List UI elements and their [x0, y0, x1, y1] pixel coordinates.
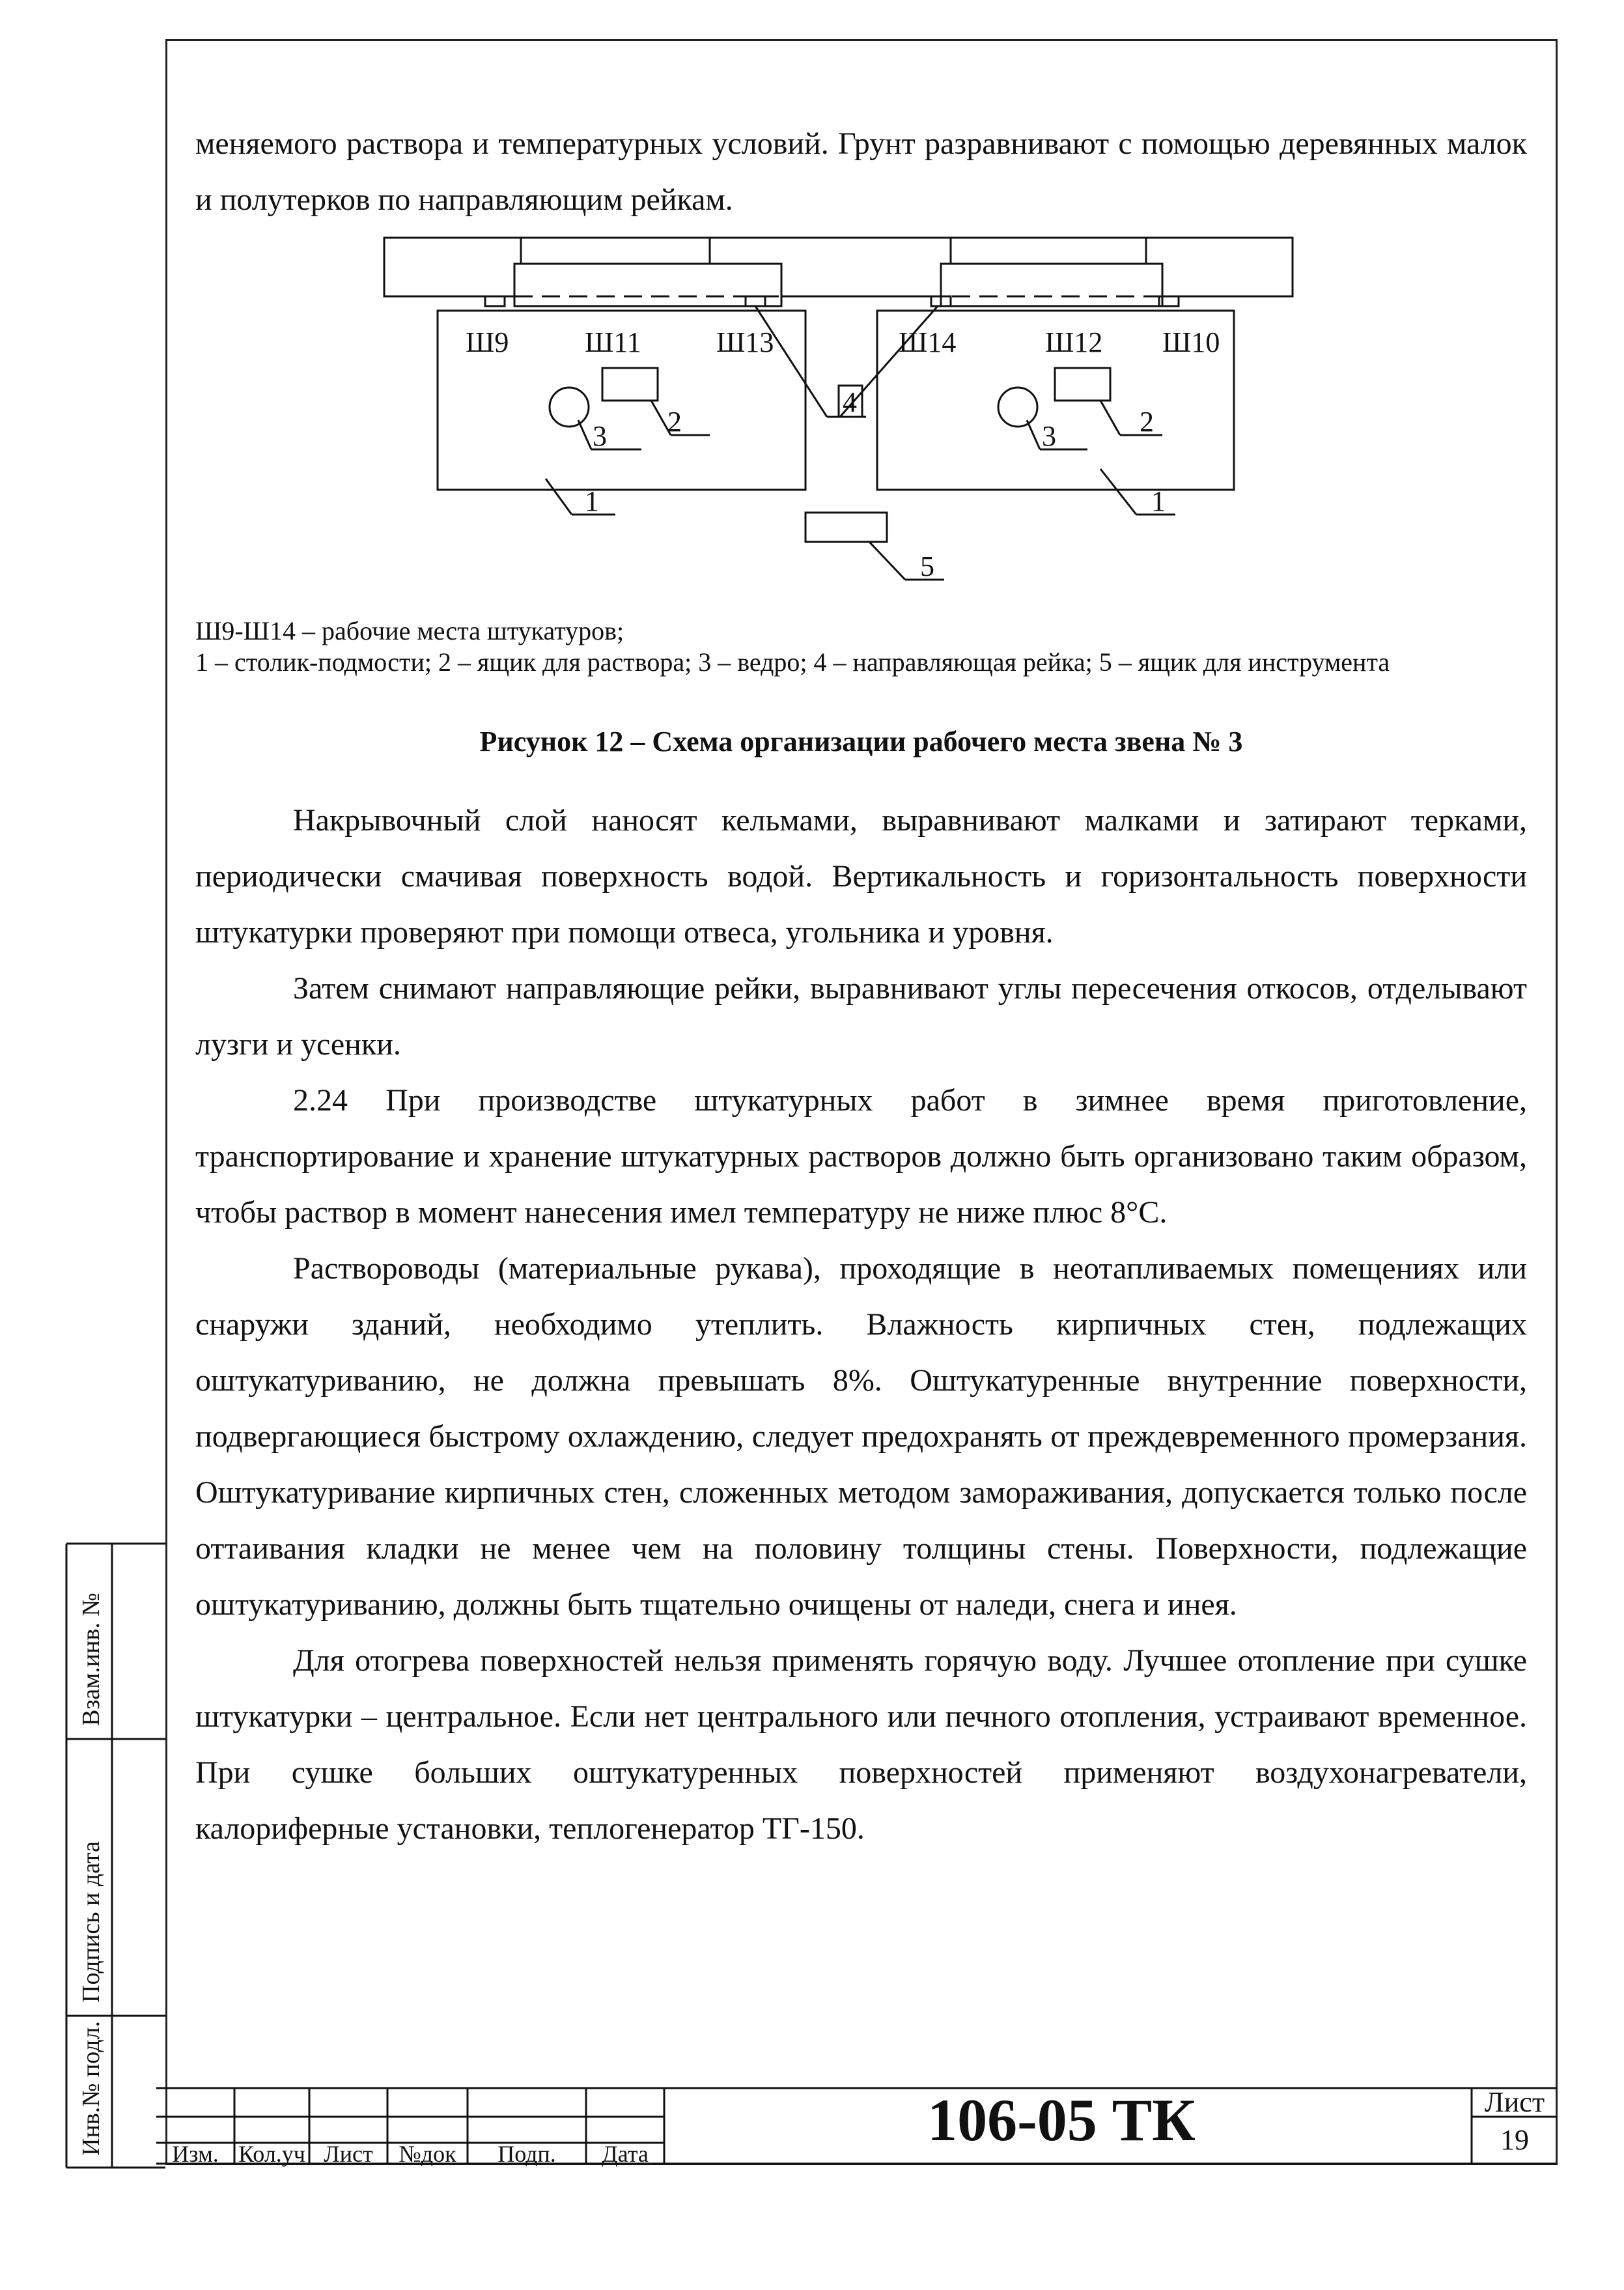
stamp-col-izm: Изм.	[172, 2141, 219, 2167]
callout-2-right: 2	[1140, 406, 1154, 438]
figure-caption: Рисунок 12 – Схема организации рабочего места звена № 3	[479, 726, 1243, 757]
sheet-number: 19	[1500, 2124, 1529, 2156]
bucket-right	[998, 388, 1037, 427]
stamp-col-ndok: №док	[399, 2141, 456, 2167]
label-sh11: Ш11	[585, 326, 641, 358]
mortar-box-left	[602, 368, 658, 401]
body-text	[195, 793, 1527, 1857]
paragraph: Для отогрева поверхностей нельзя применять горячую воду. Лучшее отопление при сушке штукатурки – центральное. Если нет центрального или печного отопления, устраивают временное. При сушке больших оштукатуренных поверхностей применяют воздухонагреватели, калориферные установки, теплогенератор ТГ-150.	[195, 1643, 1527, 1846]
bucket-left	[550, 388, 589, 427]
callout-1-left: 1	[585, 485, 599, 517]
paragraph: Накрывочный слой наносят кельмами, выравнивают малками и затирают терками, периодически смачивая поверхность водой. Вертикальность и горизонтальность поверхности штукатурки проверяют при помощи отвеса, угольника и уровня.	[195, 803, 1527, 950]
sheet-label: Лист	[1484, 2086, 1545, 2118]
rail-step-right	[941, 264, 1162, 296]
stamp-col-podp: Подп.	[497, 2141, 556, 2167]
paragraph: 2.24 При производстве штукатурных работ в зимнее время приготовление, транспортирование и хранение штукатурных растворов должно быть организовано таким образом, чтобы раствор в момент нанесения имел температуру не ниже плюс 8°С.	[195, 1083, 1527, 1230]
figure-legend	[195, 615, 1527, 678]
label-sh9: Ш9	[466, 326, 509, 358]
rail-step-left	[514, 264, 781, 296]
callout-2-left: 2	[667, 406, 682, 438]
stamp-col-list: Лист	[324, 2141, 373, 2167]
paragraph: Раствороводы (материальные рукава), проходящие в неотапливаемых помещениях или снаружи зданий, необходимо утеплить. Влажность кирпичных стен, подлежащих оштукатуриванию, не должна превышать 8%. Оштукатуренные внутренние поверхности, подвергающиеся быстрому охлаждению, следует предохранять от преждевременного промерзания. Оштукатуривание кирпичных стен, сложенных методом замораживания, допускается только после оттаивания кладки не менее чем на половину толщины стены. Поверхности, подлежащие оштукатуриванию, должны быть тщательно очищены от наледи, снега и инея.	[195, 1251, 1527, 1622]
paragraph-continuation: меняемого раствора и температурных условий. Грунт разравнивают с помощью деревянных малок и полутерков по направляющим рейкам.	[195, 126, 1527, 217]
stamp-col-kolvo: Кол.уч	[238, 2141, 305, 2167]
callout-4: 4	[843, 386, 857, 418]
stamp-col-data: Дата	[602, 2141, 649, 2167]
tool-box	[805, 513, 887, 542]
document-code: 106-05 ТК	[927, 2087, 1196, 2153]
callout-1-right: 1	[1151, 485, 1166, 517]
label-sh10: Ш10	[1162, 326, 1220, 358]
callout-3-right: 3	[1042, 420, 1056, 452]
side-label-vzam: Взам.инв. №	[77, 1592, 105, 1726]
side-label-podpis: Подпись и дата	[77, 1841, 105, 2003]
callout-3-left: 3	[593, 420, 607, 452]
label-sh14: Ш14	[899, 326, 957, 358]
label-sh12: Ш12	[1045, 326, 1103, 358]
callout-5: 5	[920, 550, 934, 582]
paragraph: Затем снимают направляющие рейки, выравнивают углы пересечения откосов, отделывают лузги и усенки.	[195, 971, 1527, 1062]
mortar-box-right	[1055, 368, 1110, 401]
legend-line-2: 1 – столик-подмости; 2 – ящик для раствора; 3 – ведро; 4 – направляющая рейка; 5 – ящик для инструмента	[195, 647, 1390, 677]
label-sh13: Ш13	[716, 326, 774, 358]
legend-line-1: Ш9-Ш14 – рабочие места штукатуров;	[195, 616, 624, 645]
side-label-inv: Инв.№ подл.	[77, 2020, 105, 2156]
